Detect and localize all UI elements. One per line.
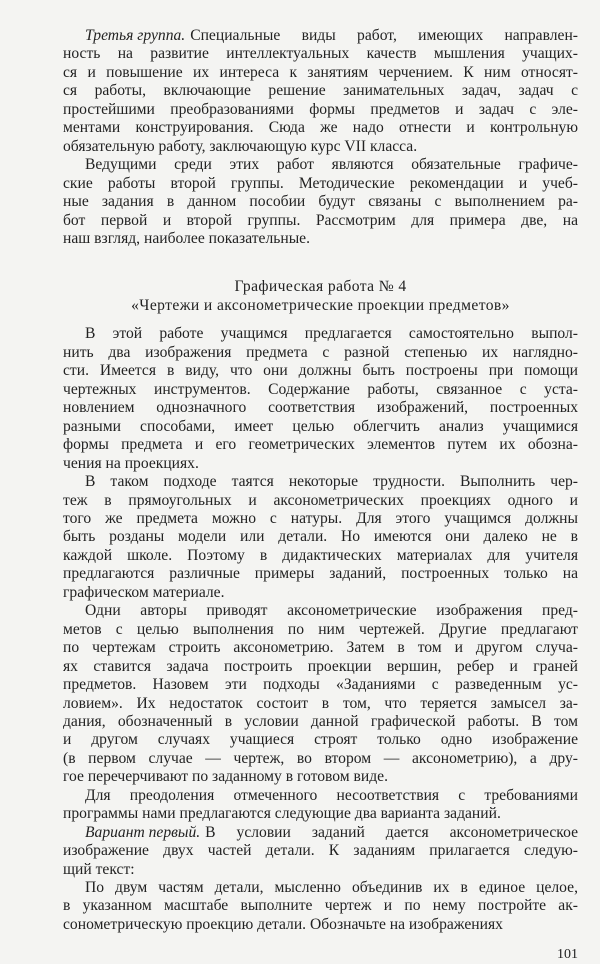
text-line: нить два изображения предмета с разной степенью их наглядно- bbox=[63, 343, 578, 361]
text-line: каждой школе. Поэтому в дидактических материалах для учителя bbox=[63, 546, 578, 564]
text-line: Для преодоления отмеченного несоответствия с требованиями bbox=[85, 786, 578, 804]
italic-lead: Третья группа. bbox=[85, 27, 186, 44]
text-line: предлагаются различные примеры заданий, построенных только на bbox=[63, 565, 578, 583]
paragraph bbox=[63, 787, 578, 824]
text-line: новлением однозначного соответствия изображений, построенных bbox=[63, 399, 578, 417]
text-line: сти. Имеется в виду, что они должны быть построены при помощи bbox=[63, 362, 578, 380]
text-line: простейшими преобразованиями формы предметов и задач с эле- bbox=[63, 100, 578, 118]
paragraph bbox=[63, 824, 578, 879]
text-line: бот первой и второй группы. Рассмотрим для примера две, на bbox=[63, 211, 578, 229]
text-line: сонометрическую проекцию детали. Обозначьте на изображениях bbox=[63, 915, 503, 933]
text-line: метов с целью выполнения по ним чертежей. Другие предлагают bbox=[63, 620, 578, 638]
text-line: наш взгляд, наиболее показательные. bbox=[63, 229, 310, 247]
text-line: По двум частям детали, мысленно объединив их в единое целое, bbox=[85, 879, 578, 897]
section-heading bbox=[63, 278, 578, 315]
paragraph bbox=[63, 602, 578, 787]
text-line: дания, обозначенный в условии данной графической работы. В том bbox=[63, 712, 578, 730]
text-line: Ведущими среди этих работ являются обязательные графиче- bbox=[85, 156, 578, 174]
text-line: ловием». Их недостаток состоит в том, что теряется замысел за- bbox=[63, 694, 578, 712]
text-line: в указанном масштабе выполните чертеж и по нему постройте ак- bbox=[63, 897, 578, 915]
text-line: разными способами, имеет целью облегчить анализ учащимися bbox=[63, 417, 578, 435]
paragraph bbox=[63, 473, 578, 602]
text-line: чертежных инструментов. Содержание работы, связанное с уста- bbox=[63, 380, 578, 398]
paragraph bbox=[63, 27, 578, 156]
heading-subtitle: «Чертежи и аксонометрические проекции предметов» bbox=[131, 296, 510, 314]
text-line: ях ставится задача построить проекции вершин, ребер и граней bbox=[63, 657, 578, 675]
text-line: быть розданы модели или детали. Но имеются они далеко не в bbox=[63, 528, 578, 546]
text-line: гое перечерчивают по заданному в готовом виде. bbox=[63, 768, 388, 786]
text-line: графическом материале. bbox=[63, 583, 225, 601]
text-line: ся и повышение их интереса к занятиям черчением. К ним относят- bbox=[63, 63, 578, 81]
section-groups bbox=[63, 27, 578, 248]
line-text: Специальные виды работ, имеющих направлен- bbox=[190, 27, 578, 44]
text-line: формы предмета и его геометрических элементов путем их обозна- bbox=[63, 436, 578, 454]
page-body bbox=[63, 0, 578, 934]
text-line bbox=[63, 824, 578, 842]
text-line: ские работы второй группы. Методические рекомендации и учеб- bbox=[63, 174, 578, 192]
text-line: предметов. Назовем эти подходы «Заданиями с разведенным ус- bbox=[63, 676, 578, 694]
text-line: В таком подходе таятся некоторые трудности. Выполнить чер- bbox=[85, 473, 578, 491]
text-line: изображение двух частей детали. К заданиям прилагается следую- bbox=[63, 842, 578, 860]
text-line: щий текст: bbox=[63, 860, 135, 878]
text-line: ность на развитие интеллектуальных качеств мышления учащих- bbox=[63, 45, 578, 63]
text-line: ся работы, включающие решение занимательных задач, задач с bbox=[63, 82, 578, 100]
section-graphic-work-4 bbox=[63, 325, 578, 934]
text-line: того же предмета можно с натуры. Для этого учащимся должны bbox=[63, 509, 578, 527]
text-line: (в первом случае — чертеж, во втором — аксонометрию), а дру- bbox=[63, 749, 578, 767]
paragraph bbox=[63, 325, 578, 473]
heading-title: Графическая работа № 4 bbox=[234, 278, 407, 296]
text-line: программы нами предлагаются следующие два варианта заданий. bbox=[63, 805, 501, 823]
text-line: ные задания в данном пособии будут связаны с выполнением ра- bbox=[63, 193, 578, 211]
text-line: теж в прямоугольных и аксонометрических проекциях одного и bbox=[63, 491, 578, 509]
line-text: В условии заданий дается аксонометрическое bbox=[205, 823, 578, 841]
text-line: и другом случаях учащиеся строят только одно изображение bbox=[63, 731, 578, 749]
text-line: ментами конструирования. Сюда же надо отнести и контрольную bbox=[63, 119, 578, 137]
text-line: В этой работе учащимся предлагается самостоятельно выпол- bbox=[85, 325, 578, 343]
text-line bbox=[63, 27, 578, 45]
paragraph bbox=[63, 156, 578, 248]
text-line: чения на проекциях. bbox=[63, 454, 199, 472]
paragraph bbox=[63, 879, 578, 934]
italic-lead: Вариант первый. bbox=[85, 823, 201, 841]
text-line: обязательную работу, заключающую курс VII класса. bbox=[63, 137, 418, 155]
text-line: по чертежам строить аксонометрию. Затем в том и другом случа- bbox=[63, 639, 578, 657]
page-number: 101 bbox=[557, 947, 578, 963]
text-line: Одни авторы приводят аксонометрические изображения пред- bbox=[85, 602, 578, 620]
